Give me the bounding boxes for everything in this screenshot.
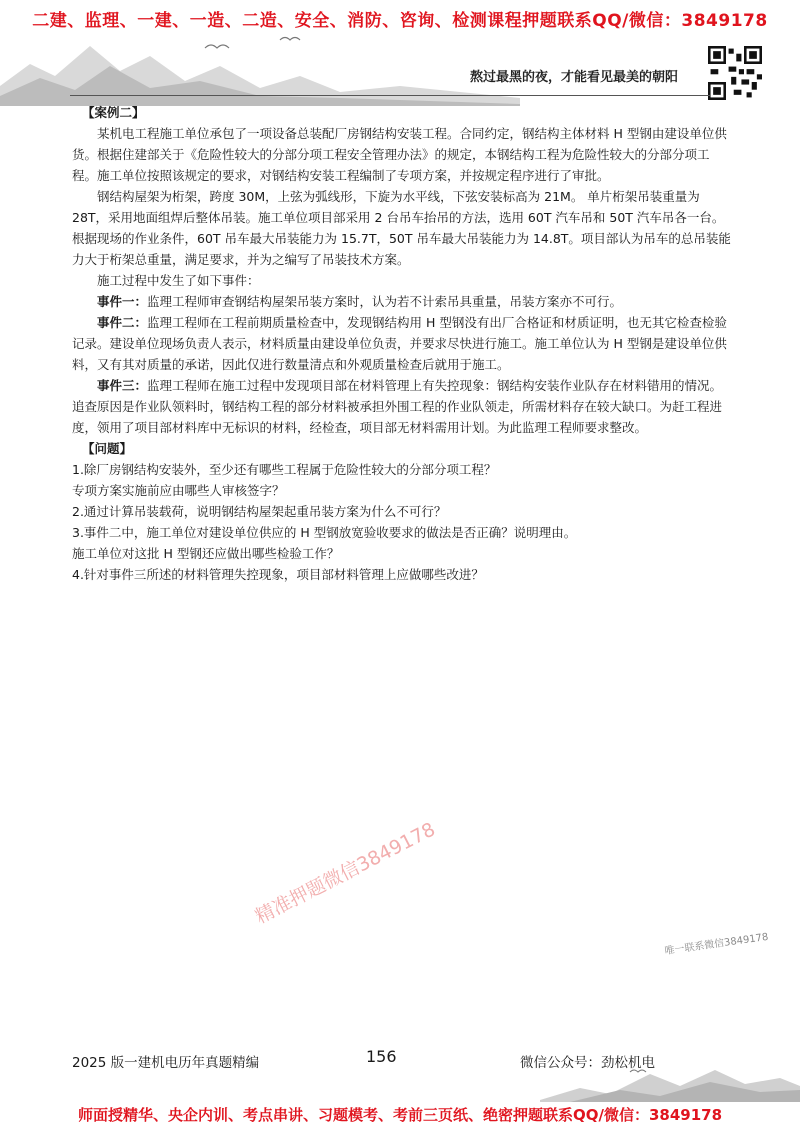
event-item	[72, 312, 732, 375]
case-title: 【案例二】	[82, 105, 145, 120]
document-body	[72, 102, 732, 585]
page-number: 156	[366, 1047, 397, 1066]
bottom-contact-banner: 师面授精华、央企内训、考点串讲、习题模考、考前三页纸、绝密押题联系QQ/微信：3849178	[77, 1106, 723, 1124]
event-text: 监理工程师审查钢结构屋架吊装方案时，认为若不计索吊具重量，吊装方案亦不可行。	[147, 294, 623, 309]
questions-title: 【问题】	[82, 441, 133, 456]
event-text: 监理工程师在施工过程中发现项目部在材料管理上有失控现象：钢结构安装作业队存在材料错用的情况。追查原因是作业队领料时，钢结构工程的部分材料被承担外围工程的作业队领走，所需材料存在较大缺口。为赶工程进度，领用了项目部材料库中无标识的材料，经检查，项目部无材料需用计划。为此监理工程师要求整改。	[72, 378, 723, 435]
event-label: 事件二：	[97, 315, 148, 330]
qr-code-icon	[708, 46, 762, 100]
question-line: 3.事件二中，施工单位对建设单位供应的 H 型钢放宽验收要求的做法是否正确？说明理由。	[72, 525, 577, 540]
question-line: 2.通过计算吊装载荷，说明钢结构屋架起重吊装方案为什么不可行？	[72, 504, 447, 519]
footer-wechat-account: 微信公众号：劲松机电	[520, 1055, 655, 1071]
mountain-landscape-decoration	[0, 26, 520, 106]
header-slogan: 熬过最黑的夜，才能看见最美的朝阳	[470, 70, 679, 85]
top-contact-banner: 二建、监理、一建、一造、二造、安全、消防、咨询、检测课程押题联系QQ/微信：3849178	[32, 11, 768, 31]
event-label: 事件一：	[97, 294, 148, 309]
event-label: 事件三：	[97, 378, 148, 393]
footer-book-title: 2025 版一建机电历年真题精编	[72, 1055, 260, 1071]
event-item	[72, 375, 732, 438]
mountain-landscape-decoration	[540, 1062, 800, 1102]
question-line: 1.除厂房钢结构安装外，至少还有哪些工程属于危险性较大的分部分项工程？	[72, 462, 497, 477]
side-watermark: 唯一联系微信3849178	[664, 931, 770, 958]
question-line: 施工单位对这批 H 型钢还应做出哪些检验工作？	[72, 546, 340, 561]
paragraph: 钢结构屋架为桁架，跨度 30M，上弦为弧线形，下旋为水平线，下弦安装标高为 21M。 单片桁架吊装重量为 28T，采用地面组焊后整体吊装。施工单位项目部采用 2 台吊车抬吊的方法，选用 60T 汽车吊和 50T 汽车吊各一台。根据现场的作业条件，60T 吊车最大吊装能力为 15.7T，50T 吊车最大吊装能力为 14.8T。项目部认为吊车的总吊装能力大于桁架总重量，满足要求，并为之编写了吊装技术方案。	[72, 189, 731, 267]
diagonal-watermark: 精准押题微信3849178	[251, 818, 439, 929]
event-text: 监理工程师在工程前期质量检查中，发现钢结构用 H 型钢没有出厂合格证和材质证明，也无其它检查检验记录。建设单位现场负责人表示，材料质量由建设单位负责，并要求尽快进行施工。施工单位认为 H 型钢是建设单位供料，又有其对质量的承诺，因此仅进行数量清点和外观质量检查后就用于施工。	[72, 315, 727, 372]
question-line: 专项方案实施前应由哪些人审核签字？	[72, 483, 285, 498]
header-divider	[70, 95, 710, 96]
question-line: 4.针对事件三所述的材料管理失控现象，项目部材料管理上应做哪些改进？	[72, 567, 484, 582]
event-item	[72, 291, 732, 312]
paragraph: 施工过程中发生了如下事件：	[97, 273, 260, 288]
paragraph: 某机电工程施工单位承包了一项设备总装配厂房钢结构安装工程。合同约定，钢结构主体材料 H 型钢由建设单位供货。根据住建部关于《危险性较大的分部分项工程安全管理办法》的规定，本钢结构工程为危险性较大的分部分项工程。施工单位按照该规定的要求，对钢结构安装工程编制了专项方案，并按规定程序进行了审批。	[72, 126, 727, 183]
